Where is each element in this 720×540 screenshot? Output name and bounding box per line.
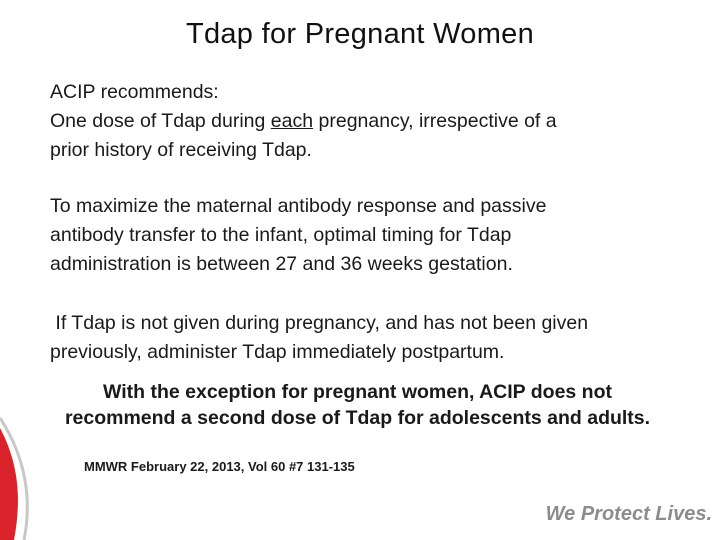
postpartum-block — [50, 309, 588, 367]
recommendation-block — [50, 78, 557, 165]
emphasis-line-2: recommend a second dose of Tdap for adolescents and adults. — [64, 407, 651, 429]
timing-line-3: administration is between 27 and 36 weeks gestation. — [50, 253, 513, 275]
slide-title: Tdap for Pregnant Women — [185, 18, 535, 50]
recommendation-line-3: prior history of receiving Tdap. — [50, 139, 312, 161]
red-swoosh-decoration — [0, 400, 60, 540]
postpartum-line-2: previously, administer Tdap immediately postpartum. — [50, 341, 505, 363]
timing-line-1: To maximize the maternal antibody response and passive — [50, 195, 547, 217]
timing-line-2: antibody transfer to the infant, optimal timing for Tdap — [50, 224, 512, 246]
recommendation-line-2-post: pregnancy, irrespective of a — [313, 110, 557, 132]
emphasis-line-1: With the exception for pregnant women, ACIP does not — [102, 381, 613, 403]
tagline-logo: We Protect Lives. — [545, 503, 712, 525]
recommendation-line-2-pre: One dose of Tdap during — [50, 110, 271, 132]
emphasis-note — [0, 379, 715, 431]
postpartum-line-1: If Tdap is not given during pregnancy, and has not been given — [50, 312, 589, 334]
recommendation-line-1: ACIP recommends: — [50, 81, 219, 103]
each-underlined: each — [270, 110, 314, 132]
recommendation-line-2 — [50, 107, 557, 136]
timing-block — [50, 192, 546, 279]
citation: MMWR February 22, 2013, Vol 60 #7 131-135 — [84, 459, 355, 474]
